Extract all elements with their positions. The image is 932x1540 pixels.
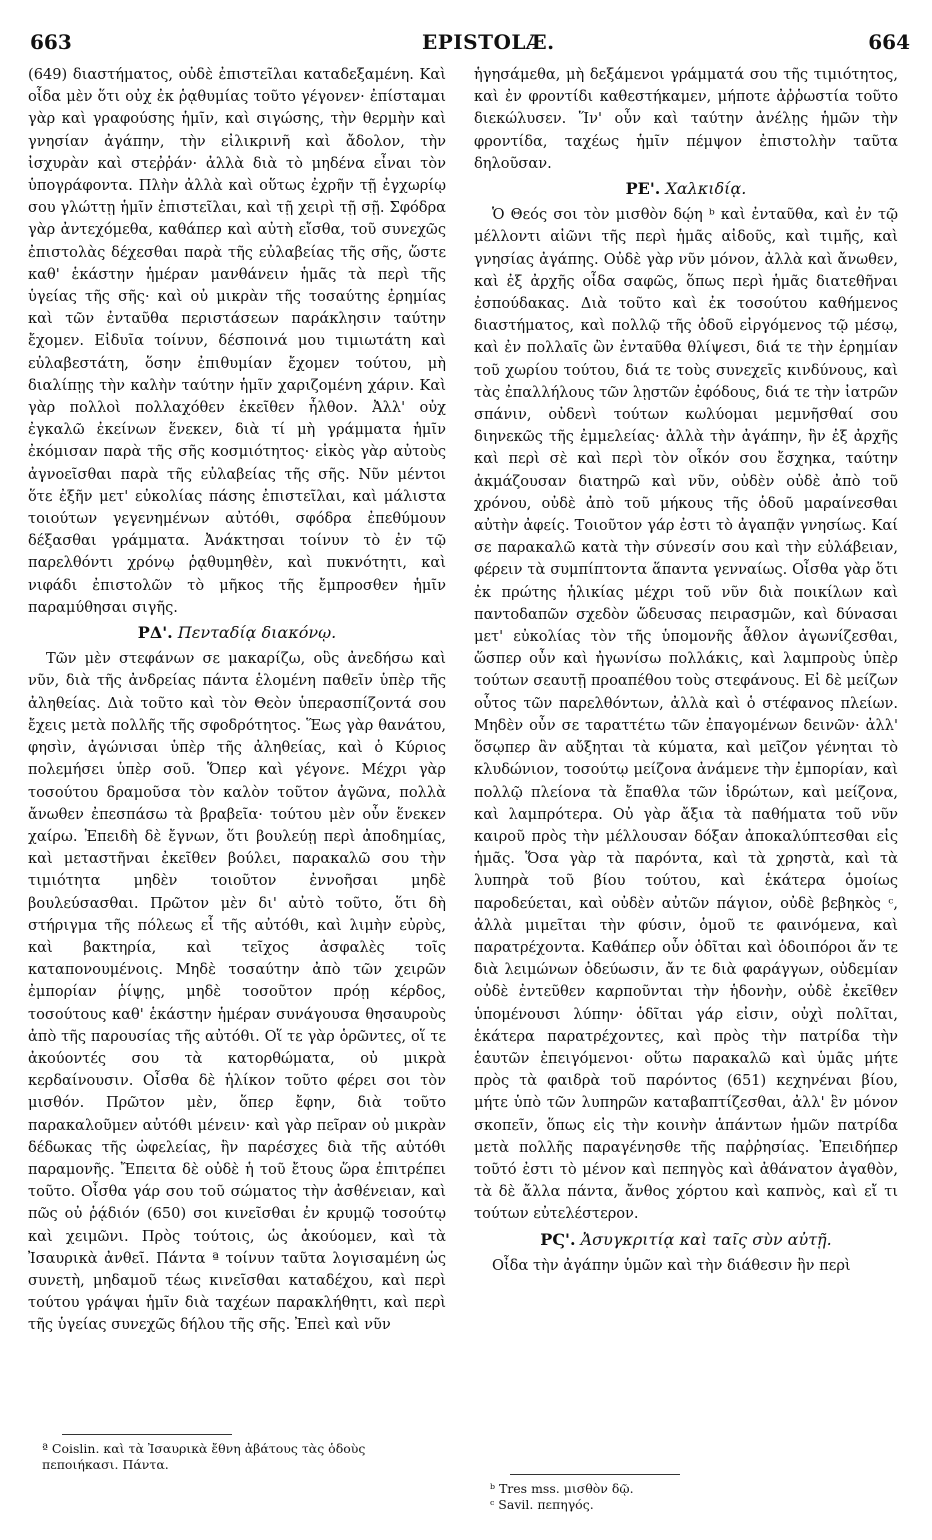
page-header [0,30,932,60]
letter-number: ΡΕ'. [625,179,661,199]
footnotes-right [490,1460,890,1513]
letter-text: Οἶδα τὴν ἀγάπην ὑμῶν καὶ τὴν διάθεσιν ἣν περὶ [492,1256,851,1274]
running-title: EPISTOLÆ. [422,30,555,54]
left-column [28,64,446,1337]
letter-number: ΡϚ'. [540,1229,576,1249]
letter-addressee: Ἀσυγκριτίᾳ καὶ ταῖς σὺν αὐτῇ. [580,1229,832,1249]
letter-addressee: Χαλκιδίᾳ. [665,179,747,199]
letter-text: Τῶν μὲν στεφάνων σε μακαρίζω, οὓς ἀνεδήσω καὶ νῦν, διὰ τῆς ἀνδρείας πάντα ἑλομένη παθεῖν ὑπὲρ τῆς ἀληθείας. Διὰ τοῦτο καὶ τὸν Θεὸν ὑπερασπίζοντά σου ἔχεις μετὰ πολλῆς τῆς σφοδρότητος. Ἕως γὰρ θανάτου, φησὶν, ἀγώνισαι ὑπὲρ τῆς ἀληθείας, καὶ ὁ Κύριος πολεμήσει ὑπὲρ σοῦ. Ὅπερ καὶ γέγονε. Μέχρι γὰρ τοσούτου δραμοῦσα τὸν καλὸν τοῦτον ἀγῶνα, πολλὰ ἄνωθεν ἐπεσπάσω τὰ βραβεῖα· τούτου μὲν οὖν ἕνεκεν χαίρω. Ἐπειδὴ δὲ ἔγνων, ὅτι βουλεύῃ περὶ ἀποδημίας, καὶ μεταστῆναι ἐκεῖθεν βούλει, παρακαλῶ σου τὴν τιμιότητα μηδὲν τοιοῦτον ἐννοῆσαι μηδὲ βουλεύσασθαι. Πρῶτον μὲν δι' αὐτὸ τοῦτο, ὅτι δὴ στήριγμα τῆς πόλεως εἶ τῆς αὐτόθι, καὶ λιμὴν εὐρὺς, καὶ βακτηρία, καὶ τεῖχος ἀσφαλὲς τοῖς καταπονουμένοις. Μηδὲ τοσαύτην ἀπὸ τῶν χειρῶν ἐμπορίαν ῥίψῃς, μηδὲ τοσοῦτον πρόῃ κέρδος, τοσούτους καθ' ἑκάστην ἡμέραν συνάγουσα θησαυροὺς ἀπὸ τῆς παρουσίας τῆς αὐτόθι. Οἵ τε γὰρ ὁρῶντες, οἵ τε ἀκούοντές σου τὰ κατορθώματα, οὐ μικρὰ κερδαίνουσιν. Οἶσθα δὲ ἡλίκον τοῦτο φέρει σοι τὸν μισθόν. Πρῶτον μὲν, ὅπερ ἔφην, διὰ τοῦτο παρακαλοῦμεν αὐτόθι μένειν· καὶ γὰρ πεῖραν οὐ μικρὰν δέδωκας τῆς ὠφελείας, ἣν παρέσχες διὰ τῆς αὐτόθι παραμονῆς. Ἔπειτα δὲ οὐδὲ ἡ τοῦ ἔτους ὥρα ἐπιτρέπει τοῦτο. Οἶσθα γάρ σου τοῦ σώματος τὴν ἀσθένειαν, καὶ πῶς οὐ ῥᾴδιόν (650) σοι κινεῖσθαι ἐν κρυμῷ τοσούτῳ καὶ χειμῶνι. Πρὸς τούτοις, ὡς ἀκούομεν, καὶ τὰ Ἰσαυρικὰ ἀνθεῖ. Πάντα ª τοίνυν ταῦτα λογισαμένη ὡς συνετὴ, μηδαμοῦ τέως κινεῖσθαι καταδέχου, καὶ περὶ τούτου γράψαι ἡμῖν διὰ ταχέων παρακλήθητι, καὶ περὶ τῆς ὑγείας συνεχῶς δήλου τῆς σῆς. Ἐπεὶ καὶ νῦν [28,650,446,1334]
letter-text: (649) διαστήματος, οὐδὲ ἐπιστεῖλαι καταδεξαμένη. Καὶ οἶδα μὲν ὅτι οὐχ ἐκ ῥᾳθυμίας τοῦτο γέγονεν· ἐπίσταμαι γὰρ καὶ γραφούσης ἡμῖν, καὶ σιγώσης, τὴν θερμὴν καὶ γνησίαν ἀγάπην, τὴν εἰλικρινῆ καὶ ἄδολον, τὴν ἰσχυρὰν καὶ στεῤῥάν· ἀλλὰ διὰ τὸ μηδένα εἶναι τὸν ὑπογράφοντα. Πλὴν ἀλλὰ καὶ οὕτως ἐχρῆν τῇ ἐγχωρίῳ σου γλώττῃ ἡμῖν ἐπιστεῖλαι, καὶ τῇ χειρὶ τῇ σῇ. Σφόδρα γὰρ ἀντεχόμεθα, καθάπερ καὶ αὐτὴ εἴσθα, τοῦ συνεχῶς ἐπιστολὰς δέχεσθαι παρὰ τῆς εὐλαβείας τῆς σῆς, ὥστε καθ' ἑκάστην ἡμέραν μανθάνειν ἡμᾶς τὰ περὶ τῆς ὑγείας τῆς σῆς· καὶ οὐ μικρὰν τῆς τοσαύτης ἐρημίας καὶ τῶν ἐνταῦθα περιστάσεων παράκλησιν ταύτην ἔχομεν. Εἰδυῖα τοίνυν, δέσποινά μου τιμιωτάτη καὶ εὐλαβεστάτη, ὅσην ἐπιθυμίαν ἔχομεν τούτου, μὴ διαλίπῃς τὴν καλὴν ταύτην ἡμῖν χαριζομένη χάριν. Καὶ γὰρ πολλοὶ πολλαχόθεν ἐκεῖθεν ἦλθον. Ἀλλ' οὐχ ἐγκαλῶ ἐκείνων ἕνεκεν, διὰ τί μὴ γράμματα ἡμῖν ἐκόμισαν παρὰ τῆς σῆς κοσμιότητος· εἰκὸς γὰρ αὐτοὺς ἀγνοεῖσθαι παρὰ τῆς εὐλαβείας τῆς σῆς. Νῦν μέντοι ὅτε ἐξῆν μετ' εὐκολίας πάσης ἐπιστεῖλαι, καὶ μάλιστα τοιούτων γεγενημένων αὐτόθι, σφόδρα ἐπεθύμουν δέξασθαι γράμματα. Ἀνάκτησαι τοίνυν τὸ ἐν τῷ παρελθόντι χρόνῳ ῥᾳθυμηθὲν, καὶ πυκνότητι, καὶ νιφάδι ἐπιστολῶν τὸ μῆκος τῆς ἔμπροσθεν ἡμῖν παραμύθησαι σιγῆς. [28,66,446,616]
footnote: ᵇ Tres mss. μισθὸν δῷ. [490,1481,634,1496]
footnote-rule [510,1474,680,1475]
letter-heading [474,1229,898,1251]
letter-heading [474,178,898,200]
letter-addressee: Πενταδίᾳ διακόνῳ. [177,623,337,643]
footnotes-left [42,1420,442,1473]
letter-number: ΡΔ'. [137,623,173,643]
footnote: ª Coislin. καὶ τὰ Ἰσαυρικὰ ἔθνη ἀβάτους τὰς ὁδοὺς πεποιήκασι. Πάντα. [42,1441,366,1472]
footnote: ᶜ Savil. πεπηγός. [490,1497,594,1512]
letter-text: Ὁ Θεός σοι τὸν μισθὸν δῴη ᵇ καὶ ἐνταῦθα, καὶ ἐν τῷ μέλλοντι αἰῶνι τῆς περὶ ἡμᾶς αἰδοῦς, καὶ τιμῆς, καὶ γνησίας ἀγάπης. Οὐδὲ γὰρ νῦν μόνον, ἀλλὰ καὶ ἄνωθεν, καὶ ἐξ ἀρχῆς οἶδα σαφῶς, ὅπως περὶ ἡμᾶς διατεθῆναι ἐσπούδακας. Διὰ τοῦτο καὶ ἐκ τοσούτου καθήμενος διαστήματος, καὶ πολλῷ τῆς ὁδοῦ εἰργόμενος τῷ μέσῳ, καὶ ἐν πολλαῖς ὢν ἐνταῦθα θλίψεσι, διά τε τὴν ἐρημίαν τοῦ χωρίου τούτου, διά τε τοὺς συνεχεῖς κινδύνους, καὶ τὰς ἐπαλλήλους τῶν λῃστῶν ἐφόδους, διά τε τὴν ἰατρῶν σπάνιν, οὐδενὶ τούτων κωλύομαι μεμνῆσθαί σου διηνεκῶς τῆς ἐμμελείας· ἀλλὰ τὴν ἀγάπην, ἣν ἐξ ἀρχῆς καὶ περὶ σὲ καὶ περὶ τὸν οἶκόν σου ἔσχηκα, ταύτην ἀκμάζουσαν διατηρῶ καὶ νῦν, οὐδὲν οὐδὲ ἀπὸ τοῦ χρόνου, οὐδὲ ἀπὸ τοῦ μήκους τῆς ὁδοῦ μαραίνεσθαι αὐτὴν ἀφείς. Τοιοῦτον γάρ ἐστι τὸ ἀγαπᾷν γνησίως. Καί σε παρακαλῶ κατὰ τὴν σύνεσίν σου καὶ τὴν εὐλάβειαν, φέρειν τὰ συμπίπτοντα ἅπαντα γενναίως. Οἶσθα γὰρ ὅτι ἐκ πρώτης ἡλικίας μέχρι τοῦ νῦν διὰ ποικίλων καὶ παντοδαπῶν σχεδὸν ὥδευσας πειρασμῶν, καὶ δύνασαι μετ' εὐκολίας τὸν τῆς ὑπομονῆς ἆθλον ἀγωνίζεσθαι, ὥσπερ οὖν καὶ ἠγωνίσω πολλάκις, καὶ λαμπροὺς ὑπὲρ τούτων σεαυτῇ προαπέθου τοὺς στεφάνους. Εἰ δὲ μείζων οὗτος τῶν παρελθόντων, ἀλλὰ καὶ ὁ στέφανος πλείων. Μηδὲν οὖν σε ταραττέτω τῶν ἐπαγομένων δεινῶν· ἀλλ' ὅσῳπερ ἂν αὔξηται τὰ κύματα, καὶ μεῖζον γένηται τὸ κλυδώνιον, τοσούτῳ μείζονα ἀνάμενε τὴν ἐμπορίαν, καὶ πολλῷ πλείονα τὰ ἔπαθλα τῶν ἱδρώτων, καὶ μείζονα, καὶ λαμπρότερα. Οὐ γὰρ ἄξια τὰ παθήματα τοῦ νῦν καιροῦ πρὸς τὴν μέλλουσαν δόξαν ἀποκαλύπτεσθαι εἰς ἡμᾶς. Ὅσα γὰρ τὰ παρόντα, καὶ τὰ χρηστὰ, καὶ τὰ λυπηρὰ τοῦ βίου τούτου, καὶ ἑκάτερα ὁμοίως παροδεύεται, καὶ οὐδὲν αὐτῶν πάγιον, οὐδὲ βεβηκὸς ᶜ, ἀλλὰ μιμεῖται τὴν φύσιν, ὁμοῦ τε φαινόμενα, καὶ παρατρέχοντα. Καθάπερ οὖν ὁδῖται καὶ ὁδοιπόροι ἄν τε διὰ λειμώνων ὁδεύωσιν, ἄν τε διὰ φαράγγων, οὐδεμίαν οὐδὲ ἐντεῦθεν καρποῦνται τὴν ἡδονὴν, οὐδὲ ἐκεῖθεν ὑπομένουσι λύπην· ὁδῖται γάρ εἰσιν, οὐχὶ πολῖται, ἑκάτερα παρατρέχοντες, καὶ πρὸς τὴν πατρίδα τὴν ἑαυτῶν ἐπειγόμενοι· οὕτω παρακαλῶ καὶ ὑμᾶς μήτε πρὸς τὰ φαιδρὰ τοῦ παρόντος (651) κεχηνέναι βίου, μήτε ὑπὸ τῶν λυπηρῶν καταβαπτίζεσθαι, ἀλλ' ἓν μόνον σκοπεῖν, ὅπως εἰς τὴν κοινὴν ἁπάντων ἡμῶν πατρίδα μετὰ πολλῆς παραγένησθε τῆς παῤῥησίας. Ἐπειδήπερ τοῦτό ἐστι τὸ μένον καὶ πεπηγὸς καὶ ἀθάνατον ἀγαθὸν, τὰ δὲ ἄλλα πάντα, ἄνθος χόρτου καὶ καπνὸς, καὶ εἴ τι τούτων εὐτελέστερον. [474,206,898,1223]
right-column [474,64,898,1277]
letter-heading [28,622,446,644]
footnote-rule [62,1434,232,1435]
page-number-left: 663 [30,30,72,54]
page-number-right: 664 [868,30,910,54]
letter-text: ἡγησάμεθα, μὴ δεξάμενοι γράμματά σου τῆς τιμιότητος, καὶ ἐν φροντίδι καθεστήκαμεν, μήποτε ἀῤῥωστία τοῦτο διεκώλυσεν. Ἵν' οὖν καὶ ταύτην ἀνέλῃς ἡμῶν τὴν φροντίδα, ταχέως ἡμῖν πέμψον ἐπιστολὴν ταῦτα δηλοῦσαν. [474,66,898,172]
